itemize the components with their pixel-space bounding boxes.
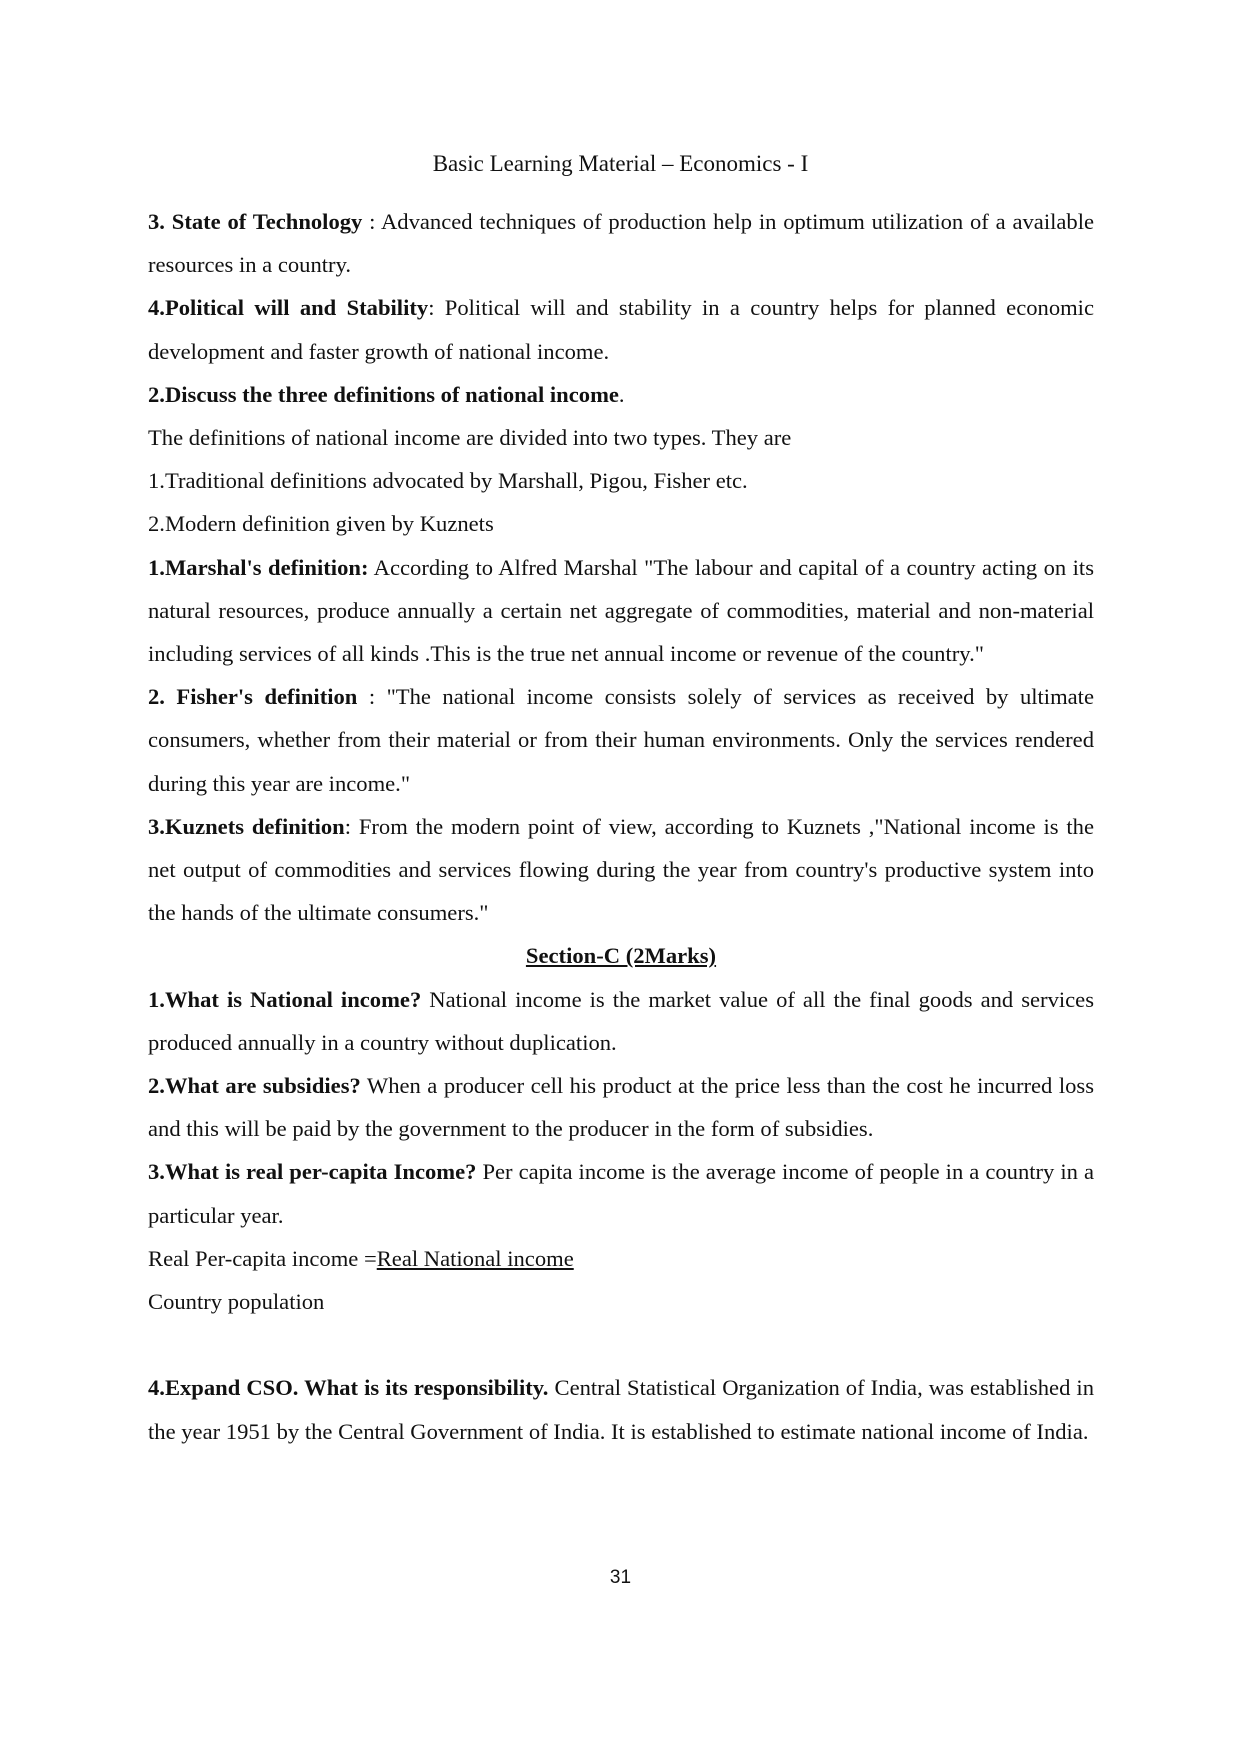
paragraph-text: : "The national income consists solely of services as received by ultimate consumers, whether from their material or from their human environments. Only the services rendered during this year are income."	[148, 684, 1094, 796]
paragraph-kuznets-definition	[148, 805, 1094, 935]
question-label: 2.What are subsidies?	[148, 1073, 361, 1099]
question-cso	[148, 1366, 1094, 1452]
answer-text: Central Statistical Organization of India, was established in the year 1951 by the Central Government of India. It is established to estimate national income of India.	[148, 1375, 1094, 1444]
question-national-income	[148, 978, 1094, 1064]
paragraph-label: 3. State of Technology	[148, 209, 363, 234]
paragraph-text: According to Alfred Marshal "The labour and capital of a country acting on its natural resources, produce annually a certain net aggregate of commodities, material and non-material including services of all kinds .This is the true net annual income or revenue of the country."	[148, 554, 1094, 667]
question-label: 3.What is real per-capita Income?	[148, 1159, 477, 1185]
question-heading	[148, 373, 1094, 416]
question-label: 1.What is National income?	[148, 986, 422, 1012]
definition-type-item: 1.Traditional definitions advocated by Marshall, Pigou, Fisher etc.	[148, 468, 748, 494]
answer-text: Per capita income is the average income of people in a country in a particular year.	[148, 1159, 1094, 1228]
formula-denominator: Country population	[148, 1289, 325, 1315]
question-per-capita-income	[148, 1150, 1094, 1236]
answer-text: National income is the market value of all the final goods and services produced annually in a country without duplication.	[148, 986, 1094, 1055]
page-header: Basic Learning Material – Economics - I	[432, 151, 809, 176]
formula-numerator-line	[148, 1237, 1094, 1280]
paragraph-text: : Political will and stability in a country helps for planned economic development and faster growth of national income.	[148, 295, 1094, 364]
formula-numerator: Real National income	[376, 1245, 574, 1271]
question-punctuation: .	[618, 381, 625, 407]
formula-lhs: Real Per-capita income =	[148, 1245, 377, 1271]
section-heading: Section-C (2Marks)	[525, 943, 717, 969]
paragraph-text: : From the modern point of view, according to Kuznets ,"National income is the net output of commodities and services flowing during the year from country's productive system into the hands of the ultimate consumers."	[148, 813, 1094, 926]
paragraph-marshal-definition	[148, 546, 1094, 676]
page-number: 31	[609, 1567, 632, 1588]
page-content	[148, 200, 1094, 1453]
definitions-intro: The definitions of national income are divided into two types. They are	[148, 425, 792, 451]
definition-type-item: 2.Modern definition given by Kuznets	[148, 511, 494, 537]
answer-text: When a producer cell his product at the price less than the cost he incurred loss and this will be paid by the government to the producer in the form of subsidies.	[148, 1073, 1094, 1142]
paragraph-label: 4.Political will and Stability	[148, 295, 429, 321]
paragraph-fisher-definition	[148, 675, 1094, 805]
paragraph-label: 2. Fisher's definition	[148, 684, 358, 710]
question-label: 4.Expand CSO. What is its responsibility.	[148, 1375, 549, 1401]
question-label: 2.Discuss the three definitions of national income	[148, 381, 619, 407]
paragraph-text: : Advanced techniques of production help in optimum utilization of a available resources in a country.	[148, 209, 1095, 278]
question-subsidies	[148, 1064, 1094, 1150]
paragraph-state-of-technology	[148, 200, 1094, 286]
paragraph-label: 3.Kuznets definition	[148, 813, 345, 839]
paragraph-label: 1.Marshal's definition:	[148, 554, 369, 580]
blank-line	[148, 1323, 1094, 1366]
paragraph-political-will	[148, 286, 1094, 372]
